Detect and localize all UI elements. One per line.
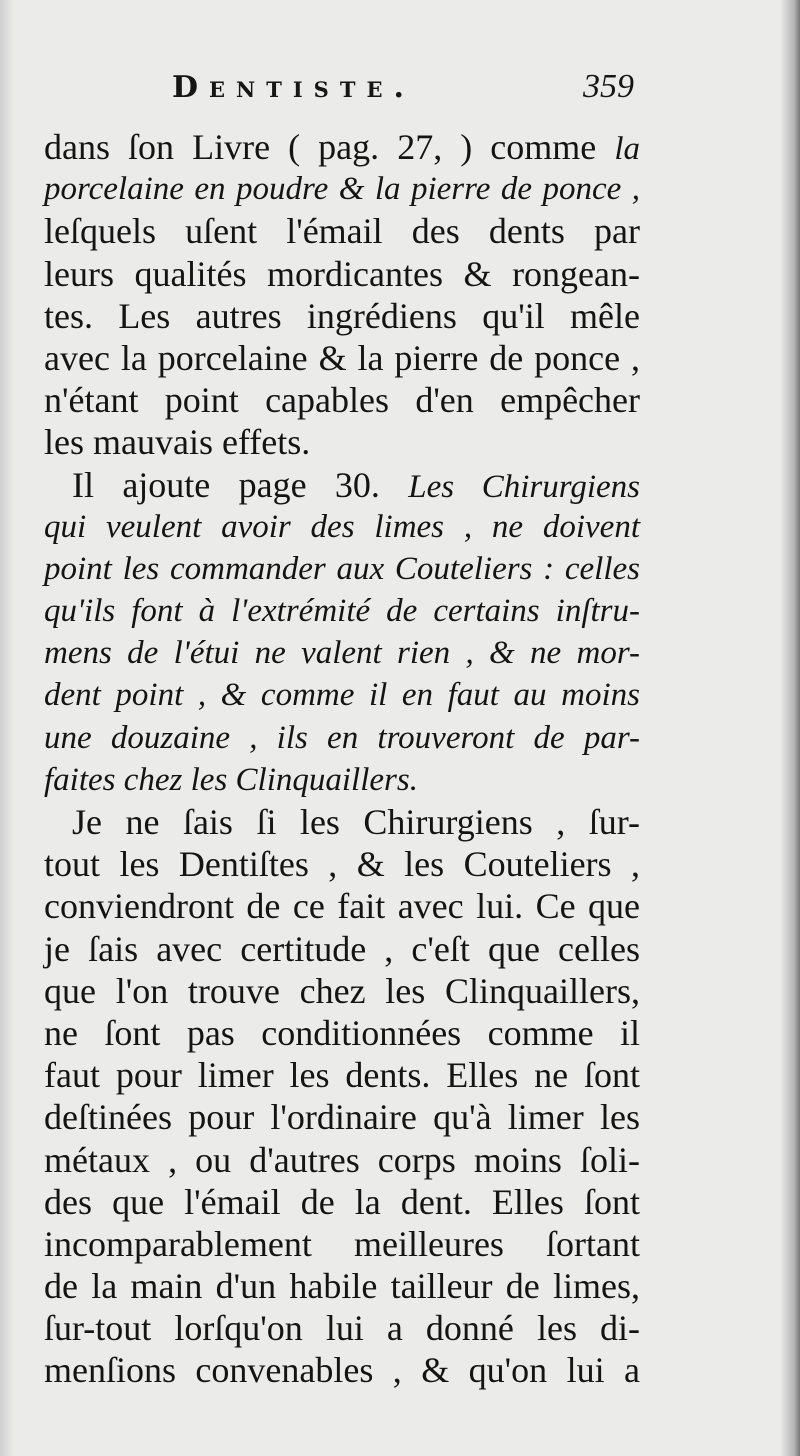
text-line: que l'on trouve chez les Clinquaillers, (44, 970, 640, 1011)
text-line: porcelaine en poudre & la pierre de ponce , (44, 171, 640, 208)
text-line: deſtinées pour l'ordinaire qu'à limer les (44, 1097, 640, 1138)
text-line: menſions convenables , & qu'on lui a (44, 1350, 640, 1391)
text-line: une douzaine , ils en trouveront de par- (44, 719, 640, 756)
text-line: dent point , & comme il en faut au moins (44, 677, 640, 714)
text-line: incomparablement meilleures ſortant (44, 1223, 640, 1264)
text-line: leurs qualités mordicantes & rongean- (44, 253, 640, 294)
text-line: Il ajoute page 30. Les Chirurgiens (72, 464, 640, 505)
text-line: des que l'émail de la dent. Elles ſont (44, 1181, 640, 1222)
text-line: ſur-tout lorſqu'on lui a donné les di- (44, 1308, 640, 1349)
text-line: dans ſon Livre ( pag. 27, ) comme la (44, 127, 640, 167)
page-number: 359 (583, 68, 634, 105)
text-line: métaux , ou d'autres corps moins ſoli- (44, 1139, 640, 1180)
text-line: je ſais avec certitude , c'eſt que celles (44, 928, 640, 969)
text-line: tes. Les autres ingrédiens qu'il mêle (44, 295, 640, 336)
text-line: ne ſont pas conditionnées comme il (44, 1012, 640, 1053)
text-line: faut pour limer les dents. Elles ne ſont (44, 1055, 640, 1096)
body-text (44, 126, 640, 1392)
running-title: Dentiste. (172, 70, 415, 105)
text-line: Je ne ſais ſi les Chirurgiens , ſur- (72, 802, 640, 842)
text-line: qu'ils font à l'extrémité de certains inſtru- (44, 593, 640, 630)
text-line: point les commander aux Couteliers : celles (44, 550, 640, 587)
text-line: n'étant point capables d'en empêcher (44, 380, 640, 421)
text-line: leſquels uſent l'émail des dents par (44, 211, 640, 252)
text-line: mens de l'étui ne valent rien , & ne mor- (44, 635, 640, 672)
page-header (172, 66, 634, 116)
text-line: faites chez les Clinquaillers. (44, 761, 418, 798)
text-line: avec la porcelaine & la pierre de ponce , (44, 337, 640, 378)
text-line: les mauvais effets. (44, 422, 311, 463)
text-line: qui veulent avoir des limes , ne doivent (44, 508, 640, 545)
text-line: tout les Dentiſtes , & les Couteliers , (44, 844, 640, 885)
text-line: conviendront de ce fait avec lui. Ce que (44, 886, 640, 927)
text-line: de la main d'un habile tailleur de limes, (44, 1266, 640, 1307)
